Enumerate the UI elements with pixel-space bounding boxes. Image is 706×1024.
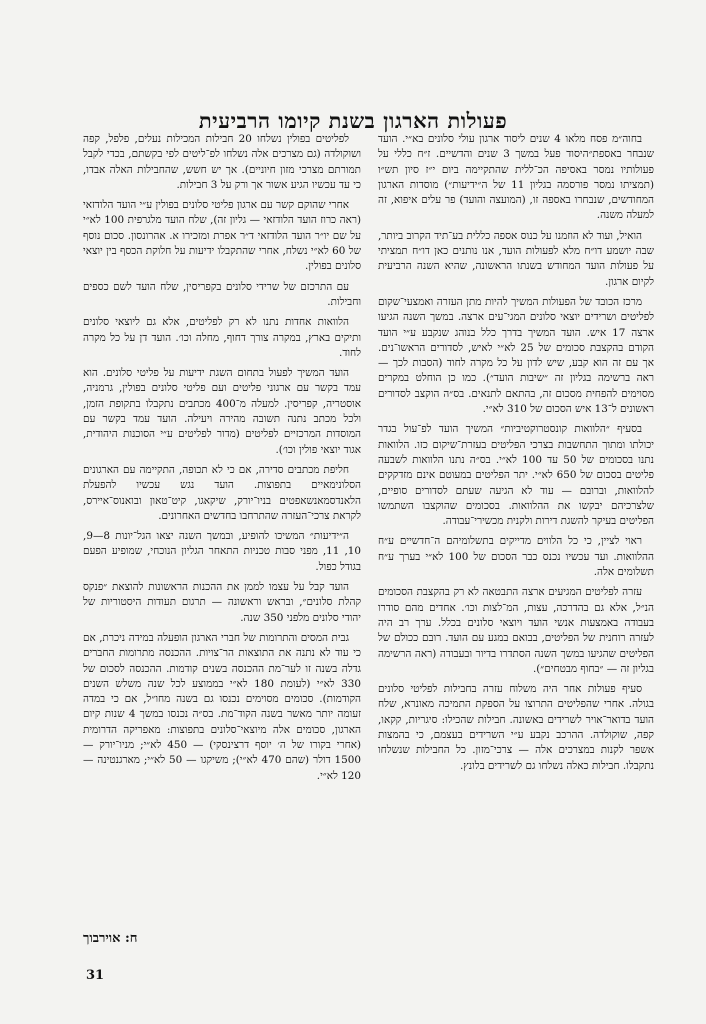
right-column bbox=[378, 132, 654, 779]
paragraph: ראוי לציין, כי כל הלווים מדייקים בתשלומיהם ה־חדשיים ע״ח ההלוואות. ועד עכשיו נכנס כבר הסכום של 100 לא״י בערך ע״ח תשלומים אלה. bbox=[378, 535, 654, 579]
paragraph: הועד קבל על עצמו לממן את ההכנות הראשונות להוצאת ״פנקס קהלת סלונים״, ובראש וראשונה — תרגום תעודות היסטוריות של יהודי סלונים מלפני 350 שנה. bbox=[83, 581, 361, 624]
paragraph: מרכז הכובד של הפעולות המשיך להיות מתן העזרה ואמצעי־שקום לפליטים ושרידים יוצאי סלונים המגי־עים ארצה. במשך השנה הגיעו ארצה 17 איש. הועד המשיך בדרך כלל בנוהג שנקבע ע״י הועד הקודם בהקצבת סכומים של 25 לא״י לאיש, לסדורים הראשו־נים. אך עם זה הוא קבע, שיש לדון על כל מקרה לחוד (הסבות לכך — ראה ברשימה בגליון זה ״שיבות הועד״). כמו כן הוחלט במקרים מסוימים להפחית מסכום זה, בהתאם לתנאים. בס״ה הוקצב לסדורים ראשונים ל־13 איש הסכום של 310 לא״י. bbox=[378, 295, 654, 416]
paragraph: בחוה״מ פסח מלאו 4 שנים ליסוד ארגון עולי סלונים בא״י. הועד שנבחר באספת״היסוד פעל במשך 3 שנים והדשיים. ז״ח כללי על פעולותיו נמסר באסיפה הכ־ללית שהתקיימה ביום י״ז סיון תש״ו (תמציתו נמסר פורסמה בגליון 11 של ה״ידיעות״) מוסדות הארגון המחודשים, שנבחרו באספה זו, (המועצה והועד) פר עלים איפוא, זה למעלה משנה. bbox=[378, 133, 654, 222]
paragraph: הועד המשיך לפעול בתחום השגת ידיעות על פליטי סלונים. הוא עמד בקשר עם ארגוני פליטים ועם פליטי סלונים בפולין, גרמניה, אוסטריה, קפריסין. למעלה מ־400 מכתבים נתקבלו בתקופת הזמן, ולכל מכתב נתנה תשובה מהירה ויעילה. הועד עמד בקשר עם המוסדות המרכזיים לפליטים (מדור לפליטים ע״י הסוכנות היהודית, אגוד יוצאי פולין וכו׳). bbox=[83, 367, 361, 456]
paragraph: ה״ידיעות״ המשיכו להופיע, ובמשך השנה יצאו הגל־יונות 8—9, 10, 11, מפני סבות טכניות התאחר הגליון הנוכחי, שמופיע הפעם בגודל כפול. bbox=[83, 530, 361, 573]
page-title: פעולות הארגון בשנת קיומו הרביעית bbox=[198, 108, 508, 134]
paragraph: הלוואות אחדות נתנו לא רק לפליטים, אלא גם ליוצאי סלונים ותיקים בארץ, במקרה צורך דחוף, מחלה וכו׳. הועד דן על כל מקרה לחוד. bbox=[83, 316, 361, 359]
paragraph: בסעיף ״הלוואות קונסטרוקטיביות״ המשיך הועד לפ־עול בגדר יכולתו ומתוך התחשבות בצרכי הפליטים בעזרת־שיקום כזו. הלוואות נתנו בסכומים של 50 עד 100 לא״י. בס״ה נתנו הלוואות לשבעה פליטים בסכום של 650 לא״י. יתר הפליטים במעוטם אינם מזדקקים להלוואות, וברובם — עוד לא הגיעה שעתם לסדורים סופיים, שלצרכיהם יבקשו את ההלוואות. בסכומים שהוקצבו השתמשו הפליטים בעיקר להשגת דירות ולקנית מכשירי־עבודה. bbox=[378, 423, 655, 528]
paragraph: עם התרכזם של שרידי סלונים בקפריסין, שלח הועד לשם כספים וחבילות. bbox=[83, 280, 361, 308]
paragraph: הואיל, ועוד לא הוזמנו על כנוס אספה כללית בע־תיד הקרוב ביותר, שבה יושמע דו״ח מלא לפעולות הועד, אנו נותנים כאן דו״ח תמציתי על פעולות הועד המחודש בשנתו הראשונה, שהיא השנה הרביעית לקיום ארגון. bbox=[378, 229, 654, 288]
author-signature: ח: אוירבוך bbox=[83, 931, 138, 946]
paragraph: סעיף פעולות אחר היה משלוח עזרה בחבילות לפליטי סלונים בגולה. אחרי שהפליטים התרוצו על הספקת התמיכה מאונרא, שלח הועד בדואר־אויר לשרידים באשונה. חבילות שהכילו: סיגריות, קקאו, קפה, שוקולדה. ההרכב נקבע ע״י השרידים בעצמם, כי בהמצות אשפר לקנות במצרכים אלה — צרכי־מזון. כל החבילות שנשלחו נתקבלו. חבילות כאלה נשלחו גם לשרידים בלונץ. bbox=[378, 683, 654, 772]
paragraph: גבית המסים והתרומות של חברי הארגון הופעלה במידה ניכרת, אם כי עוד לא נתנה את התוצאות הר־צויות. ההכנסה מתרומות החברים גדלה בשנה זו לער־מת ההכנסה בשנים קודמות. ההכנסה לסכום של 330 לא״י (לעומת 180 לא״י בממוצע לכל שנה משלש השנים הקודמות). סכומים מסוימים נכנסו גם בשנה מחו״ל, אם כי במדה זעומה יותר מאשר בשנה הקוד־מת. בס״ה נכנסו במשך 4 שנות קיום הארגון, סכומים אלה מיוצאי־סלונים בתפוצות: מאפריקה הדרומית (אחרי בקורו של ה׳ יוסף דרצינסקי) — 450 לא״י; מניו־יורק — 1500 דולר (שהם 470 לא״י); משיקגו — 50 לא״י; מארגנטינה — 120 לא״י. bbox=[83, 631, 362, 782]
paragraph: עזרה לפליטים המגיעים ארצה התבטאה לא רק בהקצבת הסכומים הנ״ל, אלא גם בהדרכה, עצות, המ־לצות וכו׳. אחדים מהם סודרו בעבודה באמצעות אנשי הועד ויוצאי סלונים בכלל. ערך רב היה לעזרה רוחנית של הפליטים, בבואם במגע עם הועד. רובם ככולם של הפליטים שהגיעו במשך השנה הסתדרו בדיור ובעבודה (ראה הרשימה בגליון זה — ״בחוף מבטחים״). bbox=[378, 586, 654, 675]
paragraph: חליפת מכתבים סדירה, אם כי לא תכופה, התקיימה עם הארגונים הסלונימאיים בתפוצות. הועד נגש עכשיו להפעלת הלאנדסמאנשאפטים בניו־יורק, שיקאגו, קיט־טאון ובואנוס־איירס, לקראת צרכי־העזרה שהתרחבו בחדשים האחרונים. bbox=[83, 463, 361, 522]
page-number: 31 bbox=[86, 968, 105, 983]
paragraph: אחרי שהוקם קשר עם ארגון פליטי סלונים בפולין ע״י הועד הלודזאי (ראה כרוז הועד הלודזאי — גליון זה), שלח הועד מלגרפית 100 לא״י על שם יו״ר הועד הלודזאי ד״ר אפרת ומזכירו א. אהרונסון. סכום נוסף של 60 לא״י נשלח, אחרי שהתקבלו ידיעות על חלוקת הכסף בין יוצאי סלונים בפולין. bbox=[83, 199, 361, 273]
paragraph: לפליטים בפולין נשלחו 20 חבילות המכילות נעלים, פלפל, קפה ושוקולדה (גם מצרכים אלה נשלחו לפ־ליטים לפי בקשתם, בכדי לקבל תמורתם מצרכי מזון חיוניים). אך יש חשש, שהחבילות האלה אבדו, כי עד עכשיו הגיע אשור אך ורק על 3 חבילות. bbox=[83, 133, 361, 191]
left-column bbox=[83, 132, 361, 789]
